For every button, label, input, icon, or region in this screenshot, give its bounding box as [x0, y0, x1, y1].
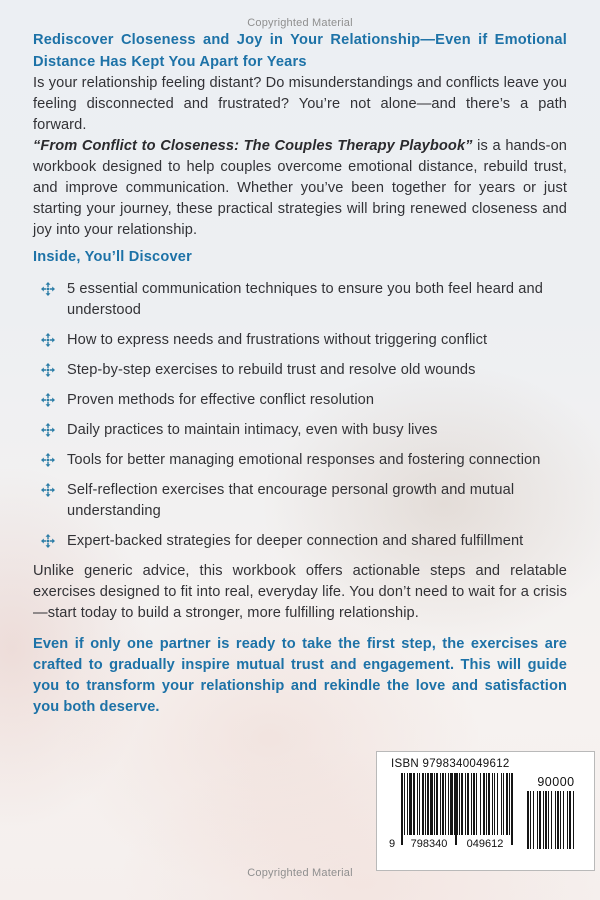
feature-list	[33, 279, 567, 552]
list-item	[41, 390, 567, 411]
copyright-watermark-bottom: Copyrighted Material	[247, 867, 353, 879]
bullet-text: 5 essential communication techniques to ensure you both feel heard and understood	[67, 281, 543, 318]
bullet-text: How to express needs and frustrations without triggering conflict	[67, 332, 488, 348]
four-arrows-cross-icon	[41, 282, 55, 296]
barcode-bars	[401, 773, 513, 835]
bullet-text: Self-reflection exercises that encourage personal growth and mutual understanding	[67, 482, 515, 519]
discover-heading: Inside, You’ll Discover	[33, 249, 192, 265]
four-arrows-cross-icon	[41, 483, 55, 497]
price-code-label: 90000	[537, 775, 575, 789]
four-arrows-cross-icon	[41, 453, 55, 467]
barcode-digit-group: 798340	[410, 838, 448, 850]
barcode-row	[389, 773, 584, 850]
list-item	[41, 330, 567, 351]
bullet-text: Step-by-step exercises to rebuild trust and resolve old wounds	[67, 362, 476, 378]
list-item	[41, 279, 567, 321]
four-arrows-cross-icon	[41, 333, 55, 347]
four-arrows-cross-icon	[41, 363, 55, 377]
headline: Rediscover Closeness and Joy in Your Relationship—Even if Emotional Distance Has Kept You Apart for Years	[33, 32, 567, 70]
barcode-digit-group: 049612	[466, 838, 504, 850]
bullet-text: Tools for better managing emotional responses and fostering connection	[67, 452, 541, 468]
bullet-text: Daily practices to maintain intimacy, even with busy lives	[67, 422, 438, 438]
ean13-barcode	[389, 773, 513, 850]
list-item	[41, 531, 567, 552]
four-arrows-cross-icon	[41, 423, 55, 437]
four-arrows-cross-icon	[41, 393, 55, 407]
bullet-text: Expert-backed strategies for deeper connection and shared fulfillment	[67, 533, 524, 549]
copyright-watermark-top: Copyrighted Material	[247, 17, 353, 29]
four-arrows-cross-icon	[41, 534, 55, 548]
barcode-digit-lead: 9	[389, 838, 396, 850]
supplement-bars	[527, 791, 585, 849]
barcode-panel	[376, 751, 595, 871]
book-description-paragraph	[33, 136, 567, 241]
ean5-supplement-barcode	[527, 773, 585, 849]
list-item	[41, 360, 567, 381]
book-description-rest: is a hands-on workbook designed to help couples overcome emotional distance, rebuild trust, and improve communication. Whether you’ve been together for years or just starting your journey, these practical strategies will bring renewed closeness and joy into your relationship.	[33, 138, 567, 238]
list-item	[41, 450, 567, 471]
cta-paragraph: Even if only one partner is ready to take the first step, the exercises are crafted to gradually inspire mutual trust and engagement. This will guide you to transform your relationship and rekindle the love and satisfaction you both deserve.	[33, 636, 567, 715]
isbn-label: ISBN 9798340049612	[391, 758, 510, 770]
book-title-quote: “From Conflict to Closeness: The Couples Therapy Playbook”	[33, 138, 473, 154]
bullet-text: Proven methods for effective conflict resolution	[67, 392, 375, 408]
list-item	[41, 480, 567, 522]
closing-paragraph: Unlike generic advice, this workbook offers actionable steps and relatable exercises designed to fit into real, everyday life. You don’t need to wait for a crisis—start today to build a stronger, more fulfilling relationship.	[33, 563, 567, 621]
barcode-digits	[389, 835, 513, 850]
intro-paragraph: Is your relationship feeling distant? Do misunderstandings and conflicts leave you feeling disconnected and frustrated? You’re not alone—and there’s a path forward.	[33, 75, 567, 133]
list-item	[41, 420, 567, 441]
